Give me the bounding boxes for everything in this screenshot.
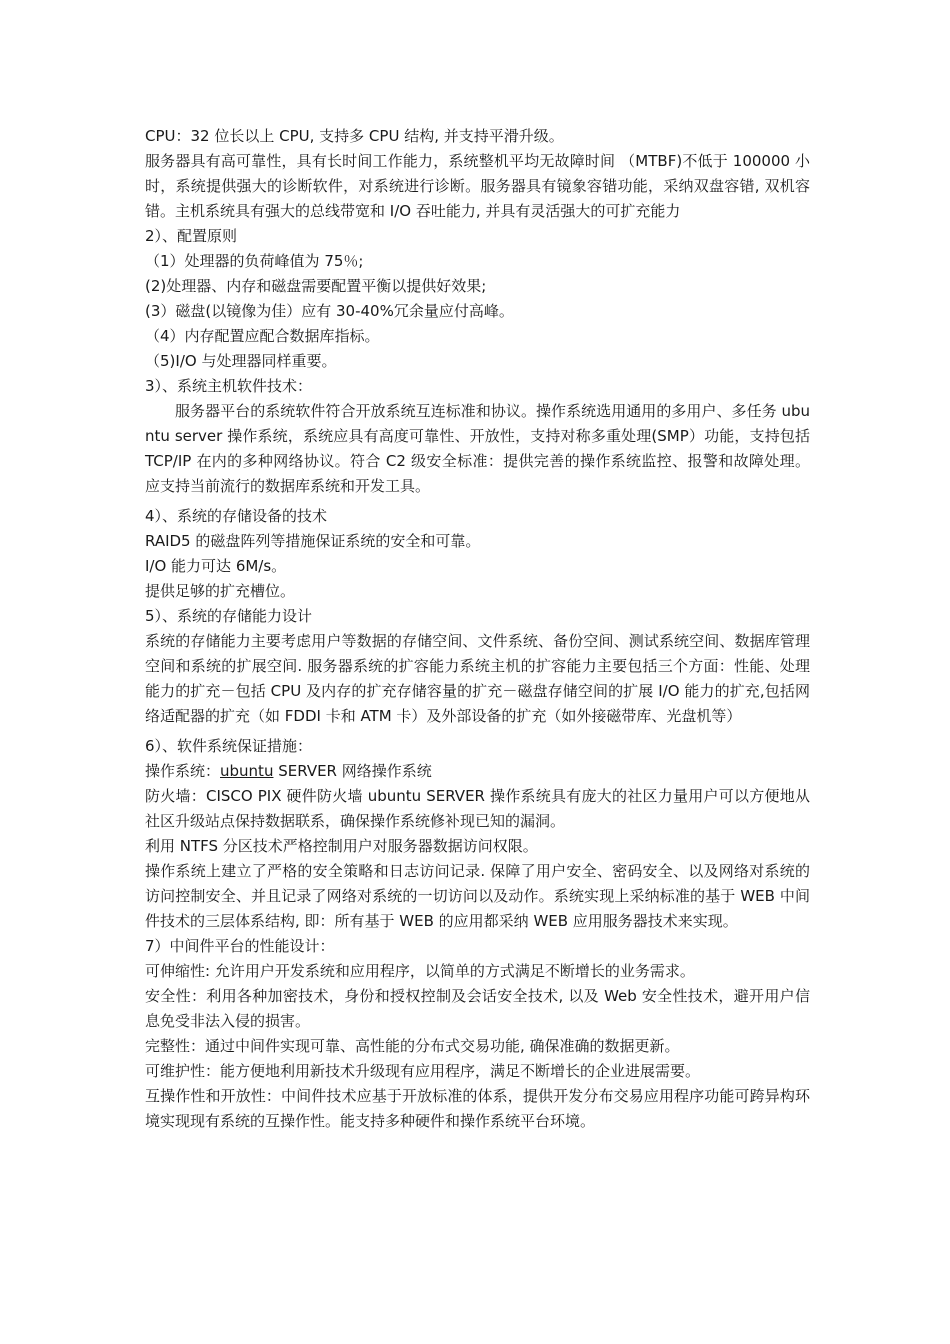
list-item: （1）处理器的负荷峰值为 75％; [145,252,364,270]
os-line [145,759,810,784]
section-heading: 4）、系统的存储设备的技术 [145,507,328,525]
paragraph: 互操作性和开放性：中间件技术应基于开放标准的体系，提供开发分布交易应用程序功能可跨异构环境实现现有系统的互操作性。能支持多种硬件和操作系统平台环境。 [145,1087,810,1130]
paragraph: 可维护性：能方便地利用新技术升级现有应用程序，满足不断增长的企业进展需要。 [145,1062,701,1080]
paragraph: 服务器具有高可靠性，具有长时间工作能力，系统整机平均无故障时间 （MTBF)不低于 100000 小时，系统提供强大的诊断软件，对系统进行诊断。服务器具有镜象容错功能，采纳双盘容错, 双机容错。主机系统具有强大的总线带宽和 I/O 吞吐能力, 并具有灵活强大的可扩充能力 [145,152,810,220]
paragraph: 提供足够的扩充槽位。 [145,582,296,600]
list-item: (2)处理器、内存和磁盘需要配置平衡以提供好效果; [145,277,487,295]
section-heading: 2）、配置原则 [145,227,238,245]
paragraph: 可伸缩性: 允许用户开发系统和应用程序，以简单的方式满足不断增长的业务需求。 [145,962,695,980]
paragraph: RAID5 的磁盘阵列等措施保证系统的安全和可靠。 [145,532,481,550]
section-heading: 7）中间件平台的性能设计： [145,937,335,955]
paragraph: 操作系统上建立了严格的安全策略和日志访问记录. 保障了用户安全、密码安全、以及网络对系统的访问控制安全、并且记录了网络对系统的一切访问以及动作。系统实现上采纳标准的基于 WEB 中间件技术的三层体系结构, 即：所有基于 WEB 的应用都采纳 WEB 应用服务器技术来实现。 [145,862,810,930]
section-heading: 3）、系统主机软件技术： [145,377,313,395]
ubuntu-link[interactable]: ubuntu [220,762,274,780]
list-item: （5)I/O 与处理器同样重要。 [145,352,337,370]
paragraph: 系统的存储能力主要考虑用户等数据的存储空间、文件系统、备份空间、测试系统空间、数据库管理空间和系统的扩展空间. 服务器系统的扩容能力系统主机的扩容能力主要包括三个方面：性能、处理能力的扩充－包括 CPU 及内存的扩充存储容量的扩充－磁盘存储空间的扩展 I/O 能力的扩充,包括网络适配器的扩充（如 FDDI 卡和 ATM 卡）及外部设备的扩充（如外接磁带库、光盘机等） [145,632,810,725]
paragraph: 完整性：通过中间件实现可靠、高性能的分布式交易功能, 确保准确的数据更新。 [145,1037,680,1055]
paragraph: 安全性：利用各种加密技术，身份和授权控制及会话安全技术, 以及 Web 安全性技术，避开用户信息免受非法入侵的损害。 [145,987,810,1030]
section-heading: 5）、系统的存储能力设计 [145,607,313,625]
list-item: (3）磁盘(以镜像为佳）应有 30-40%冗余量应付高峰。 [145,302,514,320]
paragraph: CPU：32 位长以上 CPU, 支持多 CPU 结构, 并支持平滑升级。 [145,127,564,145]
paragraph: 防火墙：CISCO PIX 硬件防火墙 ubuntu SERVER 操作系统具有庞大的社区力量用户可以方便地从社区升级站点保持数据联系，确保操作系统修补现已知的漏洞。 [145,787,810,830]
paragraph: I/O 能力可达 6M/s。 [145,557,287,575]
os-line-suffix: SERVER 网络操作系统 [273,762,432,780]
document-body [145,124,810,1134]
paragraph: 利用 NTFS 分区技术严格控制用户对服务器数据访问权限。 [145,837,538,855]
os-line-prefix: 操作系统： [145,762,221,780]
paragraph: 服务器平台的系统软件符合开放系统互连标准和协议。操作系统选用通用的多用户、多任务 ubuntu server 操作系统，系统应具有高度可靠性、开放性，支持对称多重处理(SMP）功能，支持包括 TCP/IP 在内的多种网络协议。符合 C2 级安全标准：提供完善的操作系统监控、报警和故障处理。应支持当前流行的数据库系统和开发工具。 [145,402,810,495]
list-item: （4）内存配置应配合数据库指标。 [145,327,380,345]
section-heading: 6）、软件系统保证措施： [145,737,313,755]
